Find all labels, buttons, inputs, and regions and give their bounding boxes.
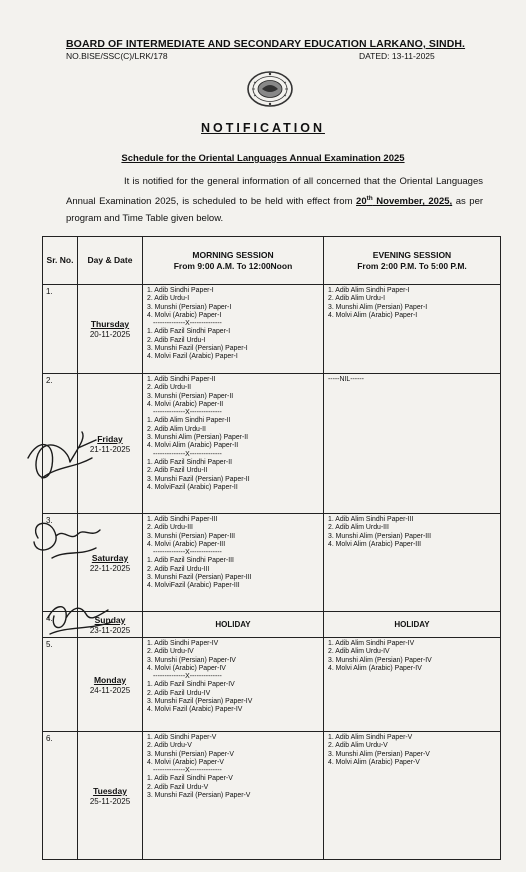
paper-item: 3. Munshi Fazil (Persian) Paper-I [147,345,248,353]
timetable-row [43,374,501,514]
paper-item: 4. Molvi Alim (Arabic) Paper-IV [328,664,422,672]
day-name: Thursday [90,319,130,329]
paper-item: 1. Adib Fazil Sindhi Paper-II [147,458,233,466]
paper-item: 4. Molvi (Arabic) Paper-I [147,311,222,319]
paper-item: 4. Molvi Fazil (Arabic) Paper-IV [147,706,243,714]
timetable-row [43,638,501,732]
paper-item: 3. Munshi Fazil (Persian) Paper-V [147,792,251,800]
paper-item: 2. Adib Urdu-IV [147,648,194,656]
day-date-header: Day & Date [78,237,143,285]
paper-item: 2. Adib Alim Urdu-II [147,425,206,433]
day-name: Monday [93,674,127,685]
paper-item: --------------X-------------- [153,450,222,458]
paper-item: 4. Molvi (Arabic) Paper-IV [147,664,226,672]
paper-item: 4. Molvi (Arabic) Paper-II [147,400,224,408]
sr-no-cell: 3. [43,514,78,612]
paper-item: 4. Molvi Alim (Arabic) Paper-V [328,758,420,766]
day-date-cell [78,638,143,732]
paper-item: 3. Munshi (Persian) Paper-II [147,392,234,400]
paper-item: --------------X-------------- [153,767,222,775]
paper-item: 2. Adib Fazil Urdu-V [147,783,209,791]
intro-text-end: as per program and Time Table given below. [66,196,484,225]
sr-no-cell: 2. [43,374,78,514]
paper-item: 2. Adib Fazil Urdu-IV [147,689,211,697]
paper-item: 3. Munshi Alim (Persian) Paper-II [147,434,249,442]
sr-no-cell: 5. [43,638,78,732]
exam-date: 21-11-2025 [89,444,131,454]
morning-session-cell [143,638,324,732]
paper-item: 2. Adib Fazil Urdu-III [147,565,210,573]
timetable-row [43,612,501,638]
intro-paragraph [66,173,483,227]
evening-holiday-cell: HOLIDAY [324,612,501,638]
paper-item: 3. Munshi (Persian) Paper-V [147,750,234,758]
paper-item: 3. Munshi (Persian) Paper-IV [147,656,236,664]
day-date-cell [78,285,143,374]
start-date: 20th November, 2025, [356,195,453,208]
morning-session-cell [143,374,324,514]
paper-item: 1. Adib Sindhi Paper-III [147,516,218,523]
day-name: Tuesday [93,785,127,796]
paper-item: 2. Adib Fazil Urdu-I [147,336,206,344]
morning-session-header: MORNING SESSION From 9:00 A.M. To 12:00Noon [143,237,324,285]
paper-item: --------------X-------------- [153,409,222,417]
morning-session-cell [143,732,324,860]
paper-item: 4. Molvi Fazil (Arabic) Paper-I [147,353,238,361]
paper-item: 3. Munshi Alim (Persian) Paper-V [328,750,430,758]
paper-item: 1. Adib Fazil Sindhi Paper-III [147,557,234,565]
paper-item: 2. Adib Urdu-III [147,524,193,532]
paper-item: 1. Adib Fazil Sindhi Paper-I [147,328,231,336]
paper-item: 1. Adib Sindhi Paper-I [147,287,214,294]
board-title: BOARD OF INTERMEDIATE AND SECONDARY EDUCATION LARKANO, SINDH. [66,38,466,50]
morning-session-cell [143,514,324,612]
paper-item: 4. MolviFazil (Arabic) Paper-III [147,582,240,590]
paper-item: 4. Molvi (Arabic) Paper-III [147,540,226,548]
evening-session-cell [324,285,501,374]
exam-date: 22-11-2025 [89,563,131,573]
day-name: Saturday [91,552,129,563]
sr-no-cell: 4. [43,612,78,638]
day-date-cell [78,732,143,860]
exam-date: 24-11-2025 [89,685,131,695]
notification-heading: NOTIFICATION [201,121,325,135]
paper-item: 2. Adib Urdu-I [147,295,190,303]
morning-holiday-cell: HOLIDAY [143,612,324,638]
paper-item: 1. Adib Sindhi Paper-V [147,734,217,741]
evening-session-cell [324,638,501,732]
paper-item: 4. Molvi Alim (Arabic) Paper-III [328,540,422,548]
paper-item: 3. Munshi Alim (Persian) Paper-IV [328,656,432,664]
paper-item: 1. Adib Alim Sindhi Paper-IV [328,640,415,647]
evening-session-cell [324,374,501,514]
timetable-row [43,732,501,860]
paper-item: 2. Adib Alim Urdu-I [328,295,386,303]
paper-item: 3. Munshi Fazil (Persian) Paper-II [147,475,250,483]
paper-item: 3. Munshi Alim (Persian) Paper-III [328,532,432,540]
paper-item: 1. Adib Alim Sindhi Paper-III [328,516,414,523]
paper-item: 4. Molvi Alim (Arabic) Paper-I [328,311,418,319]
paper-item: 2. Adib Urdu-II [147,384,192,392]
sr-no-cell: 6. [43,732,78,860]
paper-item: 2. Adib Fazil Urdu-II [147,467,208,475]
intro-text: It is notified for the general information of all concerned that the Oriental Languages Annual Examination 2025, is scheduled to be held with effect from [66,176,483,208]
paper-item: --------------X-------------- [153,320,222,328]
paper-item: 4. MolviFazil (Arabic) Paper-II [147,483,238,491]
schedule-title: Schedule for the Oriental Languages Annual Examination 2025 [121,153,405,164]
exam-date: 25-11-2025 [89,796,131,806]
evening-session-header: EVENING SESSION From 2:00 P.M. To 5:00 P.M. [324,237,501,285]
timetable-row [43,285,501,374]
day-name: Friday [97,433,123,444]
paper-item: 2. Adib Alim Urdu-III [328,524,389,532]
exam-date: 20-11-2025 [89,330,131,339]
evening-session-cell [324,732,501,860]
day-date-cell [78,612,143,638]
timetable-header-row [43,237,501,285]
paper-item: -----NIL------ [328,376,364,383]
paper-item: 2. Adib Alim Urdu-V [328,742,388,750]
sr-no-header: Sr. No. [43,237,78,285]
paper-item: 1. Adib Alim Sindhi Paper-I [328,287,410,294]
exam-date: 23-11-2025 [89,625,131,635]
paper-item: 1. Adib Sindhi Paper-IV [147,640,219,647]
paper-item: 4. Molvi (Arabic) Paper-V [147,758,224,766]
day-date-cell [78,374,143,514]
paper-item: 1. Adib Fazil Sindhi Paper-V [147,775,233,783]
paper-item: 3. Munshi Fazil (Persian) Paper-IV [147,698,253,706]
timetable [42,236,501,860]
paper-item: --------------X-------------- [153,673,222,681]
morning-session-cell [143,285,324,374]
notification-date: DATED: 13-11-2025 [359,51,435,61]
sr-no-cell: 1. [43,285,78,374]
paper-item: 2. Adib Alim Urdu-IV [328,648,390,656]
paper-item: 2. Adib Urdu-V [147,742,192,750]
paper-item: 3. Munshi (Persian) Paper-III [147,532,236,540]
paper-item: --------------X-------------- [153,549,222,557]
board-seal-icon [246,70,294,108]
paper-item: 4. Molvi Alim (Arabic) Paper-II [147,442,239,450]
paper-item: 1. Adib Alim Sindhi Paper-V [328,734,413,741]
day-date-cell [78,514,143,612]
paper-item: 3. Munshi Fazil (Persian) Paper-III [147,574,252,582]
reference-number: NO.BISE/SSC(C)/LRK/178 [66,51,168,61]
paper-item: 3. Munshi Alim (Persian) Paper-I [328,303,428,311]
paper-item: 3. Munshi (Persian) Paper-I [147,303,232,311]
paper-item: 1. Adib Sindhi Paper-II [147,376,216,383]
paper-item: 1. Adib Fazil Sindhi Paper-IV [147,681,235,689]
timetable-row [43,514,501,612]
evening-session-cell [324,514,501,612]
paper-item: 1. Adib Alim Sindhi Paper-II [147,417,231,425]
day-name: Sunday [94,614,126,625]
